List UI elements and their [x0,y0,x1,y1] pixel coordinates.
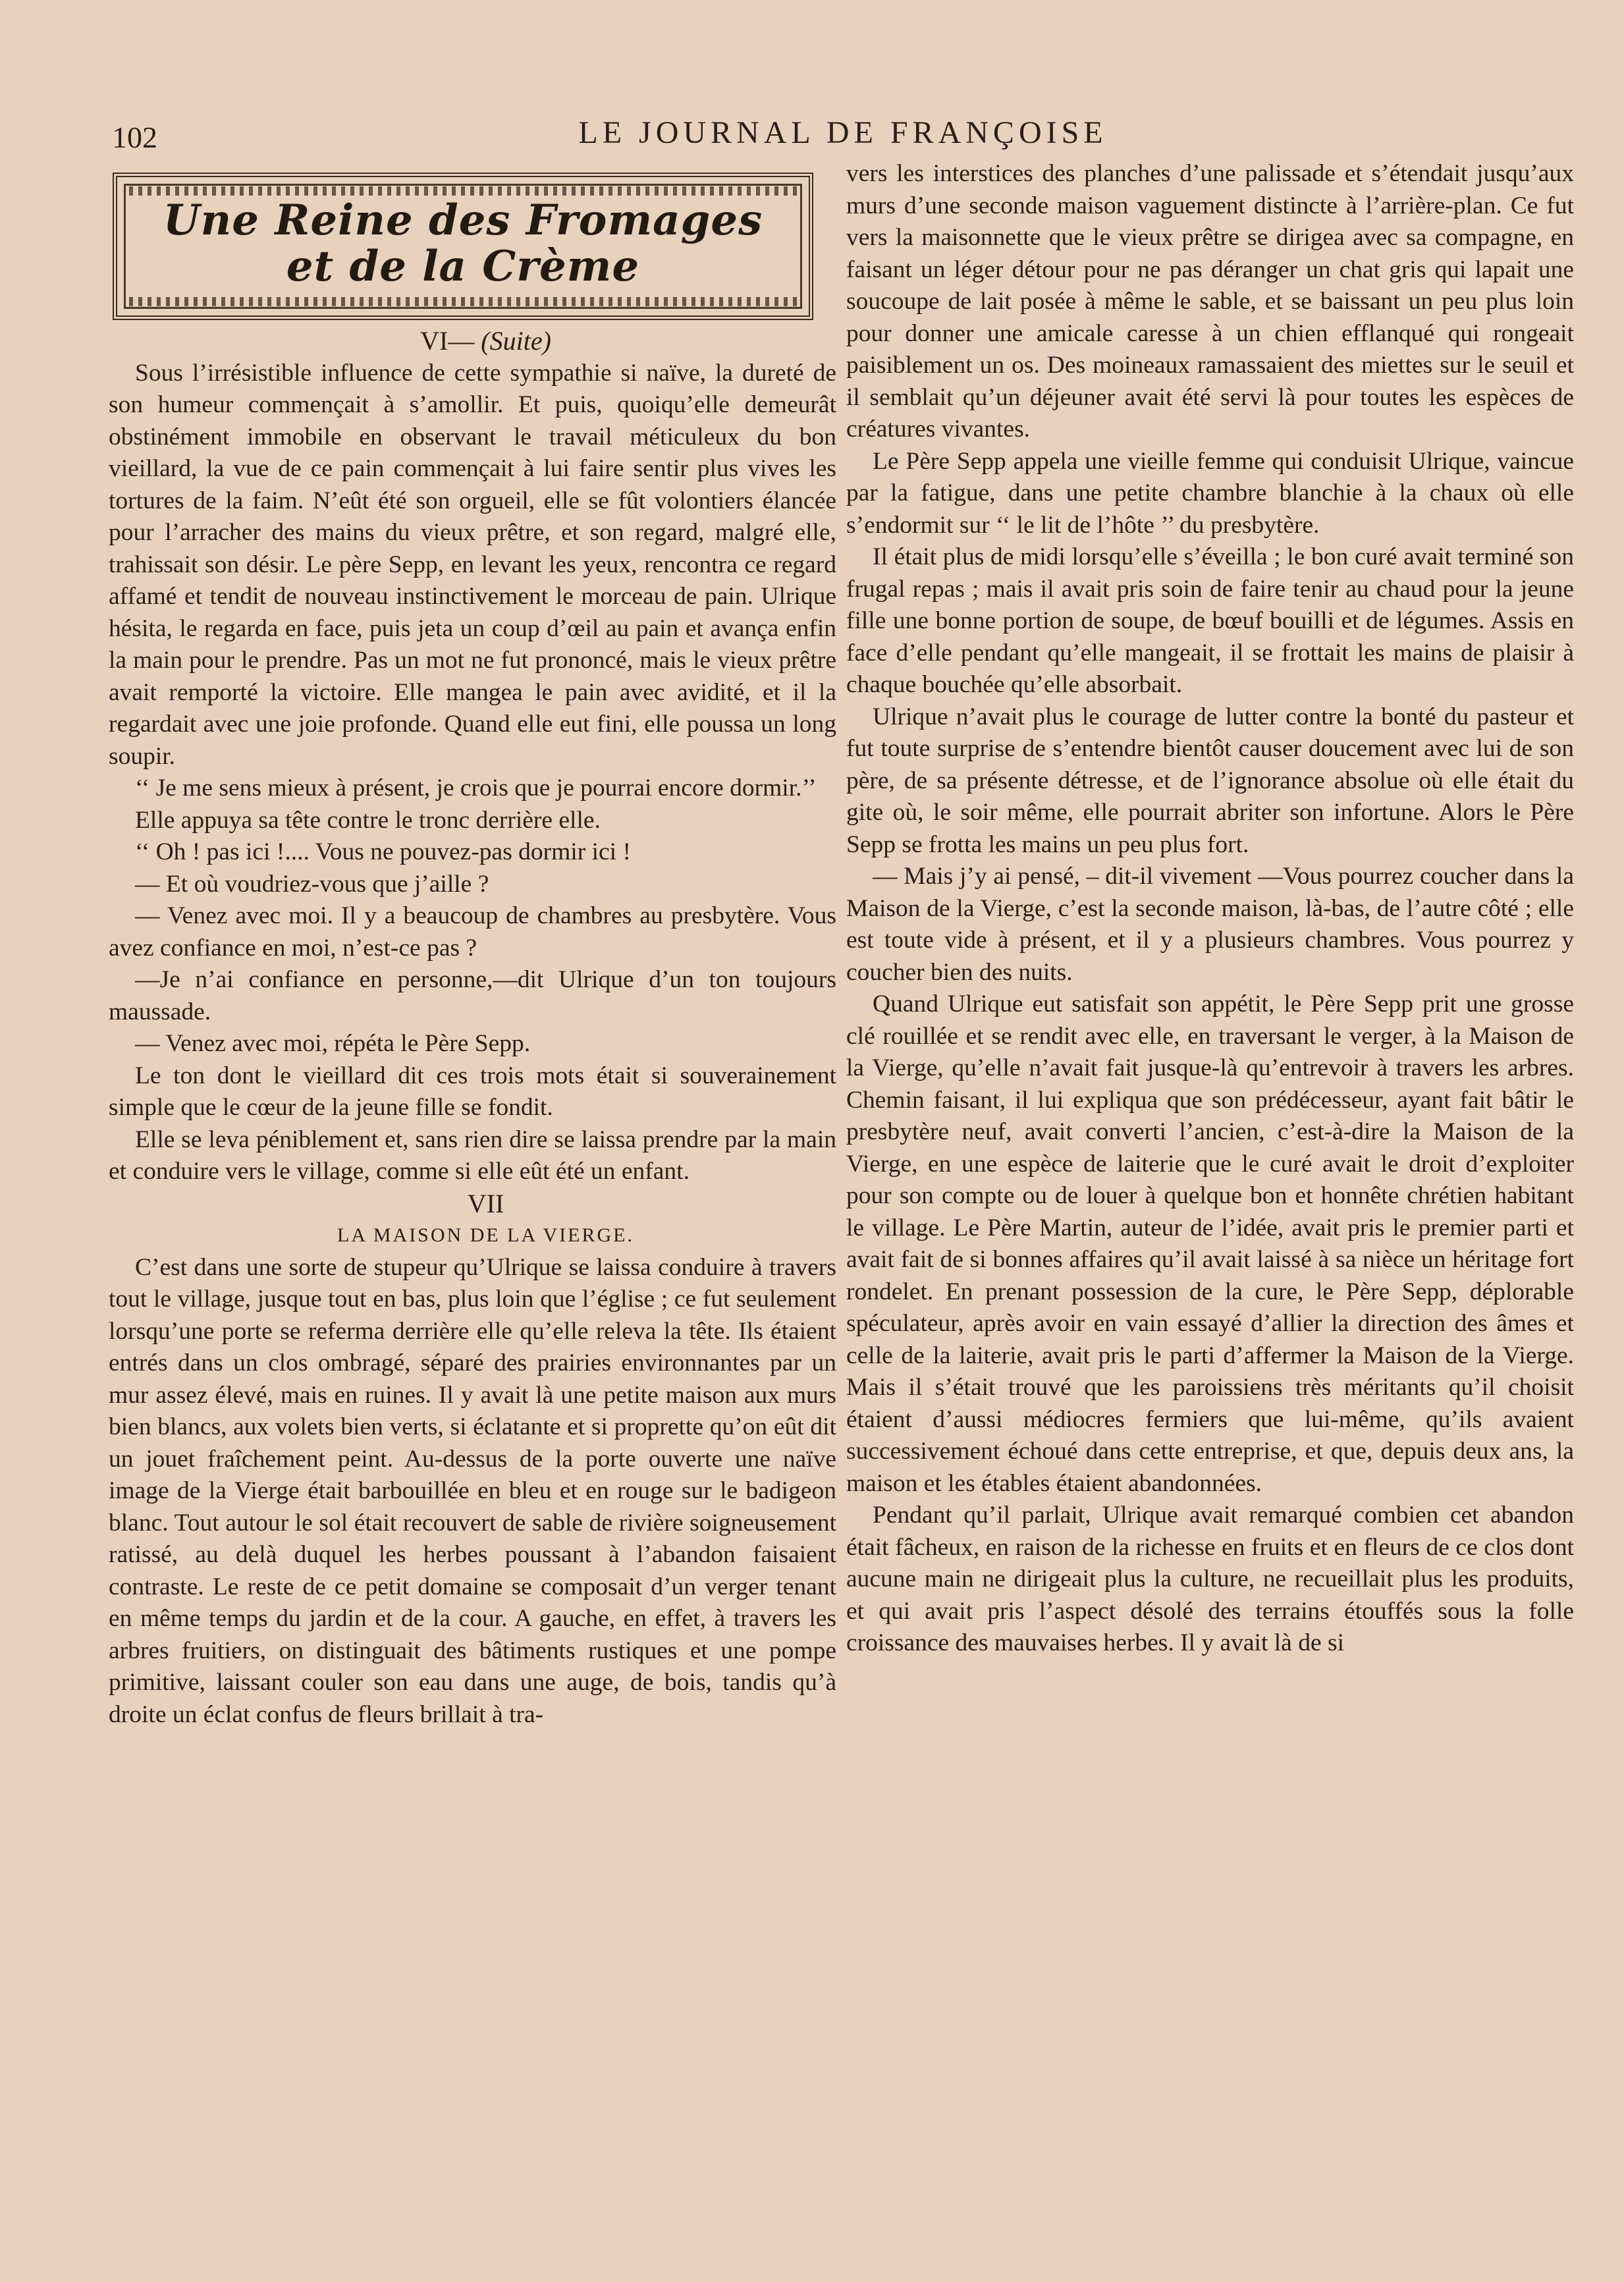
article-title-line1: Une Reine des Fromages [163,196,763,245]
running-title: LE JOURNAL DE FRANÇOISE [578,115,1108,150]
left-column [109,165,836,1731]
section-heading-vi [109,325,836,358]
paragraph: — Et où voudriez-vous que j’aille ? [135,870,489,898]
paragraph: Pendant qu’il parlait, Ulrique avait remarqué combien cet abandon était fâcheux, en raison de la richesse en fruits et en fleurs de ce clos dont aucune main ne dirigeait plus la culture, ne recueillait plus les produits, et qui avait pris l’aspect désolé des terrains étouffés sous la folle croissance des mauvaises herbes. Il y avait là de si [846,1502,1574,1656]
section-number: VI— [420,326,481,356]
paragraph: ‘‘ Je me sens mieux à présent, je crois que je pourrai encore dormir.’’ [135,774,817,801]
page-number: 102 [112,121,157,154]
paragraph: Elle appuya sa tête contre le tronc derrière elle. [135,806,601,834]
ornament-border-bottom [129,297,797,306]
page-header [105,112,1581,158]
paragraph: Le Père Sepp appela une vieille femme qui conduisit Ulrique, vaincue par la fatigue, dans une petite chambre blanchie à la chaux où elle s’endormit sur ‘‘ le lit de l’hôte ’’ du presbytère. [846,447,1574,539]
paragraph: — Mais j’y ai pensé, – dit-il vivement —Vous pourrez coucher dans la Maison de la Vierge, c’est la seconde maison, là-bas, de l’autre côté ; elle est toute vide à présent, et il y a plusieurs chambres. Vous pourrez y coucher bien des nuits. [846,863,1574,986]
ornament-border-top [129,186,797,196]
paragraph: Sous l’irrésistible influence de cette sympathie si naïve, la dureté de son humeur commençait à s’amollir. Et puis, quoiqu’elle demeurât obstinément immobile en observant le travail méticuleux du bon vieillard, la vue de ce pain commençait à lui faire sentir plus vives les tortures de la faim. N’eût été son orgueil, elle se fût volontiers élancée pour l’arracher des mains du vieux prêtre, et son regard, malgré elle, trahissait son désir. Le père Sepp, en levant les yeux, rencontra ce regard affamé et tendit de nouveau instinctivement le morceau de pain. Ulrique hésita, le regarda en face, puis jeta un coup d’œil au pain et avança enfin la main pour le prendre. Pas un mot ne fut prononcé, mais le vieux prêtre avait remporté la victoire. Elle mangea le pain avec avidité, et il la regardait avec une joie profonde. Quand elle eut fini, elle poussa un long soupir. [109,359,836,770]
section-subtitle: LA MAISON DE LA VIERGE. [337,1224,634,1246]
paragraph: Le ton dont le vieillard dit ces trois mots était si souverainement simple que le cœur de la jeune fille se fondit. [109,1062,836,1121]
paragraph: —Je n’ai confiance en personne,—dit Ulrique d’un ton toujours maussade. [109,966,836,1025]
paragraph: C’est dans une sorte de stupeur qu’Ulrique se laissa conduire à travers tout le village, jusque tout en bas, plus loin que l’église ; ce fut seulement lorsqu’une porte se referma derrière elle qu’elle releva la tête. Ils étaient entrés dans un clos ombragé, séparé des prairies environnantes par un mur assez élevé, mais en ruines. Il y avait là une petite maison aux murs bien blancs, aux volets bien verts, si éclatante et si proprette qu’on eût dit un jouet fraîchement peint. Au-dessus de la porte ouverte une naïve image de la Vierge était barbouillée en bleu et en rouge sur le badigeon blanc. Tout autour le sol était recouvert de sable de rivière soigneusement ratissé, au delà duquel les herbes poussant à l’abandon faisaient contraste. Le reste de ce petit domaine se composait d’un verger tenant en même temps du jardin et de la cour. A gauche, en effet, à travers les arbres fruitiers, on distinguait des bâtiments rustiques et une pompe primitive, laissant couler son eau dans une auge, de bois, tandis qu’à droite un éclat confus de fleurs brillait à tra- [109,1253,836,1728]
article-title-line2: et de la Crème [286,242,640,291]
paragraph: — Venez avec moi. Il y a beaucoup de chambres au presbytère. Vous avez confiance en moi, n’est-ce pas ? [109,902,836,962]
section-suffix: (Suite) [481,326,551,356]
right-column [846,158,1574,1660]
paragraph: Quand Ulrique eut satisfait son appétit, le Père Sepp prit une grosse clé rouillée et se rendit avec elle, en traversant le verger, à la Maison de la Vierge, qu’elle n’avait fait jusque-là qu’entrevoir à travers les arbres. Chemin faisant, il lui expliqua que son prédécesseur, ayant fait bâtir le presbytère neuf, avait converti l’ancien, c’est-à-dire la Maison de la Vierge, en une espèce de laiterie que le curé avait le droit d’exploiter pour son compte ou de louer à quelque bon et honnête chrétien habitant le village. Le Père Martin, auteur de l’idée, avait pris le premier parti et avait fait de si bonnes affaires qu’il avait laissé à sa nièce un héritage fort rondelet. En prenant possession de la cure, le Père Sepp, déplorable spéculateur, après avoir en vain essayé d’allier la direction des âmes et celle de la laiterie, avait pris le parti d’affermer la Maison de la Vierge. Mais il s’était trouvé que les paroissiens très méritants qu’il choisit étaient d’aussi médiocres fermiers que lui-même, qu’ils avaient successivement échoué dans cette entreprise, et que, depuis deux ans, la maison et les étables étaient abandonnées. [846,991,1574,1497]
paragraph-continued: vers les interstices des planches d’une palissade et s’étendait jusqu’aux murs d’une seconde maison vaguement distincte à l’arrière-plan. Ce fut vers la maisonnette que le vieux prêtre se dirigea avec sa compagne, en faisant un léger détour pour ne pas déranger un chat gris qui lapait une soucoupe de lait posée à même le sable, et se baissant un peu plus loin pour donner une amicale caresse à un chien efflanqué qui rongeait paisiblement un os. Des moineaux ramassaient des miettes sur le seuil et il semblait qu’un déjeuner avait été servi là pour toutes les espèces de créatures vivantes. [846,160,1574,443]
paragraph: Il était plus de midi lorsqu’elle s’éveilla ; le bon curé avait terminé son frugal repas ; mais il avait pris soin de faire tenir au chaud pour la jeune fille une bonne portion de soupe, de bœuf bouilli et de légumes. Assis en face d’elle pendant qu’elle mangeait, il se frottait les mains de plaisir à chaque bouchée qu’elle absorbait. [846,543,1574,698]
paragraph: ‘‘ Oh ! pas ici !.... Vous ne pouvez-pas dormir ici ! [135,838,631,865]
section-heading-vii: VII [467,1188,504,1218]
paragraph: Ulrique n’avait plus le courage de lutter contre la bonté du pasteur et fut toute surprise de s’entendre bientôt causer doucement avec lui de son père, de sa présente détresse, et de l’ignorance absolue où elle était du gite où, le soir même, elle pourrait abriter son infortune. Alors le Père Sepp se frotta les mains un peu plus fort. [846,703,1574,858]
article-title-box [113,173,813,320]
paragraph: — Venez avec moi, répéta le Père Sepp. [135,1030,531,1057]
paragraph: Elle se leva péniblement et, sans rien dire se laissa prendre par la main et conduire vers le village, comme si elle eût été un enfant. [109,1126,836,1185]
